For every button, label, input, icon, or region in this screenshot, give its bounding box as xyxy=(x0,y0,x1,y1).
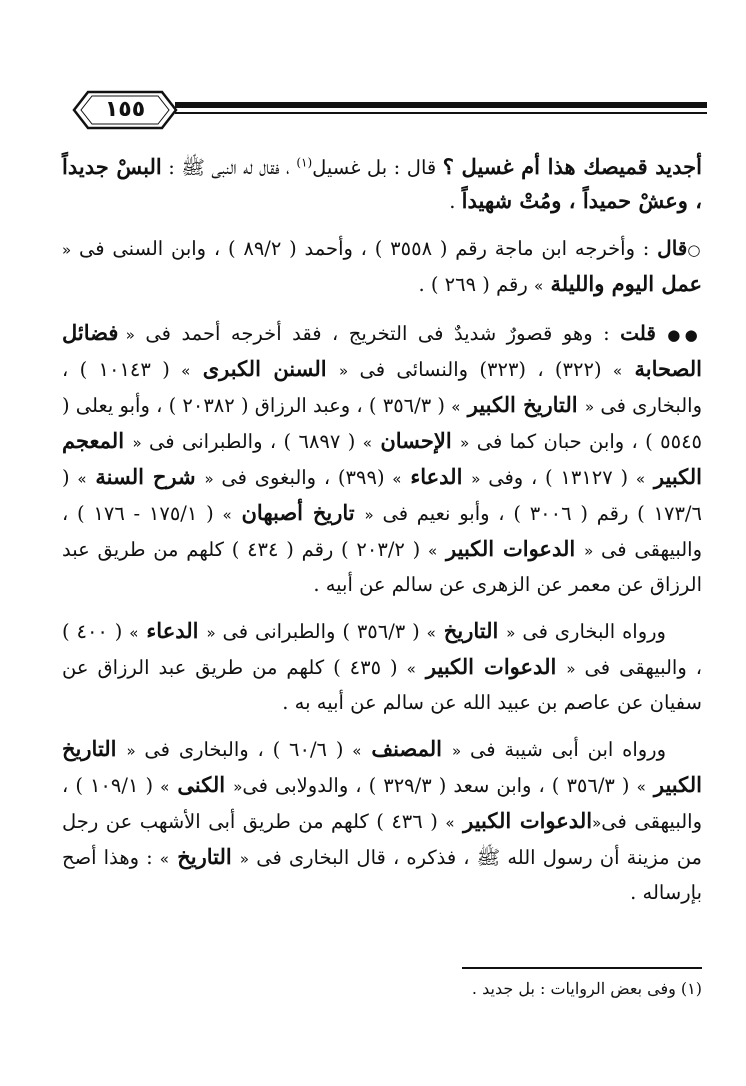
quote-mark: « xyxy=(460,434,470,452)
footnote-text: وفى بعض الروايات : بل جديد . xyxy=(471,979,681,998)
quote-mark: » xyxy=(612,362,623,380)
bold-title: التاريخ الكبير xyxy=(460,392,585,417)
quote-mark: » xyxy=(534,277,544,295)
quote-mark: » xyxy=(181,362,191,380)
quote-mark: » xyxy=(636,778,646,796)
text-run: ( ١٣١٢٧ ) ، وفى xyxy=(480,466,636,489)
footnote xyxy=(62,976,702,1002)
quote-mark: » xyxy=(352,742,362,760)
text-run: رقم ( ٢٦٩ ) . xyxy=(418,273,534,296)
bold-title: أجديد قميصك هذا أم غسيل ؟ xyxy=(442,154,702,179)
bold-title: فضائل الصحابة xyxy=(62,320,702,381)
paragraph-marker: ○ xyxy=(687,241,703,259)
text-run: ( ٦٠/٦ ) ، والبخارى فى xyxy=(135,738,353,761)
bold-title: البسْ جديداً ، وعشْ حميداً ، ومُتْ شهيداً xyxy=(62,154,702,213)
bold-title: المصنف xyxy=(361,736,452,761)
quote-mark: » xyxy=(426,624,436,642)
paragraph xyxy=(62,732,702,909)
bold-title: الدعاء xyxy=(401,464,472,489)
text-run: ( ٢٠٣/٢ ) رقم ( ٤٣٤ ) كلهم من طريق عبد الرزاق عن معمر عن الزهرى عن سالم عن أبيه . xyxy=(62,538,702,596)
quote-mark: » xyxy=(427,542,438,560)
text-run: ( ١٠٩/١ ) ، والبيهقى فى xyxy=(62,774,702,833)
bold-title: التاريخ xyxy=(168,844,240,869)
bold-title: التاريخ xyxy=(435,618,507,643)
text-run: ورواه البخارى فى xyxy=(515,620,666,643)
paragraph xyxy=(62,614,702,719)
quote-mark: » xyxy=(222,506,232,524)
text-run: ورواه ابن أبى شيبة فى xyxy=(461,738,666,761)
bold-title: الكنى xyxy=(169,772,234,797)
paragraph xyxy=(62,316,702,601)
quote-mark: « xyxy=(339,362,349,380)
bold-title: شرح السنة xyxy=(86,464,205,489)
text-run: ( ١٠١٤٣ ) ، والبخارى فى xyxy=(62,358,702,417)
footnote-ref: (١) xyxy=(296,155,313,170)
bold-title: الدعوات الكبير xyxy=(437,536,585,561)
text-run: ( ٤٠٠ ) ، والبيهقى فى xyxy=(62,620,702,679)
text-run: ( ١٧٥/١ - ١٧٦ ) ، والبيهقى فى xyxy=(62,502,702,561)
quote-mark: « xyxy=(592,814,602,832)
body-text xyxy=(62,150,702,922)
text-run: (٣٢٢) ، (٣٢٣) والنسائى فى xyxy=(348,358,613,381)
quote-mark: » xyxy=(451,398,461,416)
quote-mark: « xyxy=(233,778,243,796)
text-run: (٣٩٩) ، والبغوى فى xyxy=(213,466,393,489)
text-run: : وهو قصورٌ شديدٌ فى التخريج ، فقد أخرجه أحمد فى xyxy=(134,322,621,345)
quote-mark: » xyxy=(160,778,170,796)
text-run: ( ١٧٣/٦ ) رقم ( ٣٠٠٦ ) ، وأبو نعيم فى xyxy=(62,466,702,525)
quote-mark: » xyxy=(445,814,455,832)
footnote-number: (١) xyxy=(680,979,702,998)
quote-mark: « xyxy=(126,742,136,760)
quote-mark: « xyxy=(364,506,374,524)
text-run: : وهذا أصح بإرساله . xyxy=(62,846,702,904)
paragraph-marker: ●● xyxy=(667,326,702,344)
text-run: ، فقال له النبى ﷺ : xyxy=(161,156,297,179)
quote-mark: « xyxy=(451,742,462,760)
text-run: ( ٣٥٦/٣ ) ، وعبد الرزاق ( ٢٠٣٨٢ ) ، وأبو يعلى ( ٥٥٤٥ ) ، وابن حبان كما فى xyxy=(62,394,703,453)
quote-mark: « xyxy=(132,434,142,452)
quote-mark: » xyxy=(392,470,402,488)
quote-mark: « xyxy=(471,470,481,488)
lead-word: قلت xyxy=(620,321,668,345)
text-run: : وأخرجه ابن ماجة رقم ( ٣٥٥٨ ) ، وأحمد ( ٨٩/٢ ) ، وابن السنى فى xyxy=(71,237,658,260)
quote-mark: « xyxy=(584,398,595,416)
quote-mark: « xyxy=(584,542,594,560)
quote-mark: « xyxy=(62,241,72,259)
bold-title: المعجم الكبير xyxy=(62,428,702,489)
footnote-rule xyxy=(462,967,702,969)
text-run: ( ٦٨٩٧ ) ، والطبرانى فى xyxy=(141,430,363,453)
header-rule xyxy=(175,100,707,120)
bold-title: الدعوات الكبير xyxy=(454,808,593,833)
lead-word: قال xyxy=(657,236,688,260)
bold-title: الإحسان xyxy=(371,428,461,453)
bold-title: السنن الكبرى xyxy=(190,356,340,381)
quote-mark: « xyxy=(239,850,250,868)
quote-mark: « xyxy=(204,470,214,488)
text-run: . xyxy=(449,190,462,213)
bold-title: الدعوات الكبير xyxy=(415,654,567,679)
quote-mark: « xyxy=(125,326,135,344)
text-run: ( ٤٣٦ ) كلهم من طريق أبى الأشهب عن رجل من مزينة أن رسول الله ﷺ ، فذكره ، قال البخارى فى xyxy=(62,810,702,869)
quote-mark: « xyxy=(506,624,516,642)
quote-mark: » xyxy=(406,660,416,678)
quote-mark: » xyxy=(635,470,646,488)
text-run: ( ٣٥٦/٣ ) ، وابن سعد ( ٣٢٩/٣ ) ، والدولابى فى xyxy=(242,774,637,797)
bold-title: عمل اليوم والليلة xyxy=(543,271,702,296)
footnotes xyxy=(62,976,702,1002)
quote-mark: » xyxy=(77,470,87,488)
quote-mark: « xyxy=(206,624,216,642)
quote-mark: » xyxy=(362,434,372,452)
paragraph xyxy=(62,150,702,218)
quote-mark: » xyxy=(159,850,169,868)
paragraph xyxy=(62,231,702,303)
quote-mark: » xyxy=(129,624,139,642)
bold-title: التاريخ الكبير xyxy=(62,736,702,797)
page-number: ١٥٥ xyxy=(104,97,146,122)
bold-title: تاريخ أصبهان xyxy=(231,500,365,525)
bold-title: الدعاء xyxy=(138,618,207,643)
text-run: ( ٤٣٥ ) كلهم من طريق عبد الرزاق عن سفيان عن عاصم بن عبيد الله عن سالم عن أبيه به . xyxy=(62,656,702,714)
quote-mark: « xyxy=(566,660,576,678)
text-run: قال : بل غسيل xyxy=(312,156,443,179)
text-run: ( ٣٥٦/٣ ) والطبرانى فى xyxy=(215,620,427,643)
